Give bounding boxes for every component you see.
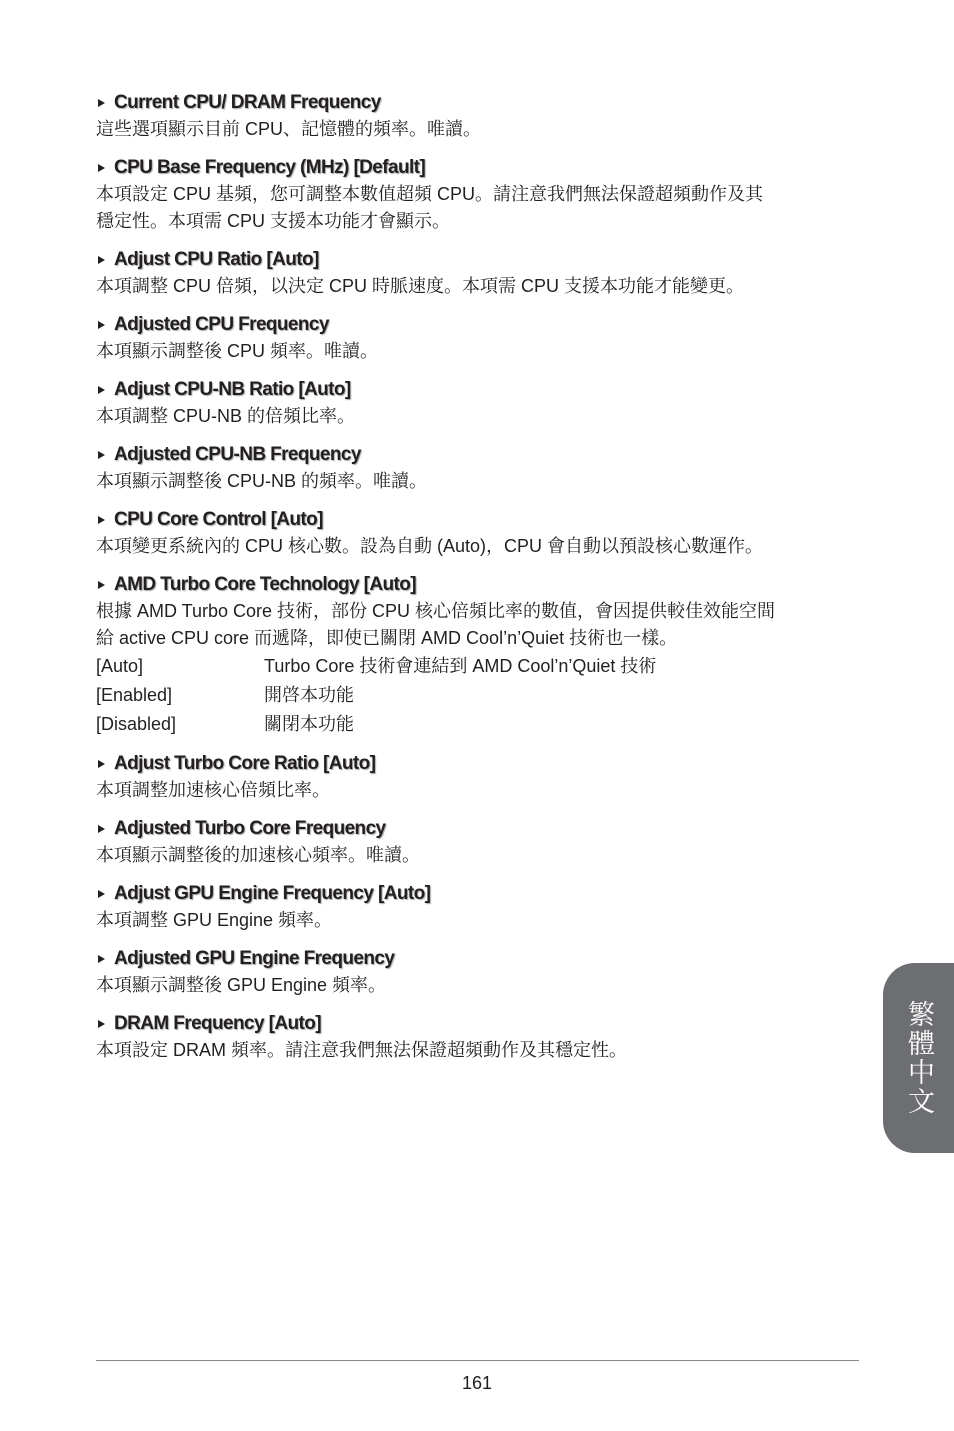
section-adjusted-cpu-frequency bbox=[96, 312, 866, 365]
section-description: 本項顯示調整後的加速核心頻率。唯讀。 bbox=[96, 845, 420, 865]
section-current-cpu-dram-frequency bbox=[96, 90, 866, 143]
section-description: 本項調整 CPU 倍頻，以決定 CPU 時脈速度。本項需 CPU 支援本功能才能變更。 bbox=[96, 276, 745, 296]
section-adjusted-turbo-core-frequency bbox=[96, 816, 866, 869]
section-heading: Adjust Turbo Core Ratio [Auto] bbox=[114, 753, 376, 774]
bullet-triangle-icon bbox=[98, 256, 105, 264]
section-adjust-gpu-engine-frequency bbox=[96, 881, 866, 934]
section-dram-frequency bbox=[96, 1011, 866, 1064]
language-tab-label: 繁體中文 bbox=[903, 1000, 934, 1116]
section-description: 本項顯示調整後 CPU 頻率。唯讀。 bbox=[96, 341, 379, 361]
bullet-triangle-icon bbox=[98, 386, 105, 394]
bullet-triangle-icon bbox=[98, 164, 105, 172]
option-row bbox=[96, 681, 866, 710]
section-description: 根據 AMD Turbo Core 技術，部份 CPU 核心倍頻比率的數值，會因提供較佳效能空間 bbox=[96, 601, 776, 621]
section-description: 本項調整加速核心倍頻比率。 bbox=[96, 780, 330, 800]
section-heading: Adjusted GPU Engine Frequency bbox=[114, 948, 395, 969]
option-row bbox=[96, 652, 866, 681]
section-description: 本項變更系統內的 CPU 核心數。設為自動 (Auto)，CPU 會自動以預設核心數運作。 bbox=[96, 536, 764, 556]
option-row bbox=[96, 710, 866, 739]
bullet-triangle-icon bbox=[98, 451, 105, 459]
section-adjust-cpu-ratio bbox=[96, 247, 866, 300]
bullet-triangle-icon bbox=[98, 99, 105, 107]
section-heading: CPU Core Control [Auto] bbox=[114, 509, 323, 530]
section-description: 穩定性。本項需 CPU 支援本功能才會顯示。 bbox=[96, 211, 451, 231]
section-heading: Current CPU/ DRAM Frequency bbox=[114, 92, 381, 113]
section-amd-turbo-core-technology bbox=[96, 572, 866, 739]
section-description: 本項調整 CPU-NB 的倍頻比率。 bbox=[96, 406, 356, 426]
option-key: [Auto] bbox=[96, 656, 144, 676]
section-adjust-cpu-nb-ratio bbox=[96, 377, 866, 430]
section-heading: Adjust GPU Engine Frequency [Auto] bbox=[114, 883, 431, 904]
section-cpu-core-control bbox=[96, 507, 866, 560]
section-description: 這些選項顯示目前 CPU、記憶體的頻率。唯讀。 bbox=[96, 119, 482, 139]
section-description: 本項設定 DRAM 頻率。請注意我們無法保證超頻動作及其穩定性。 bbox=[96, 1040, 627, 1060]
section-adjust-turbo-core-ratio bbox=[96, 751, 866, 804]
section-heading: Adjust CPU Ratio [Auto] bbox=[114, 249, 319, 270]
manual-content bbox=[96, 90, 866, 1076]
section-heading: Adjust CPU-NB Ratio [Auto] bbox=[114, 379, 351, 400]
section-description: 本項顯示調整後 CPU-NB 的頻率。唯讀。 bbox=[96, 471, 428, 491]
section-heading: Adjusted CPU-NB Frequency bbox=[114, 444, 361, 465]
page-number: 161 bbox=[461, 1373, 493, 1393]
section-adjusted-cpu-nb-frequency bbox=[96, 442, 866, 495]
section-heading: Adjusted Turbo Core Frequency bbox=[114, 818, 386, 839]
bullet-triangle-icon bbox=[98, 890, 105, 898]
option-key: [Disabled] bbox=[96, 714, 177, 734]
bullet-triangle-icon bbox=[98, 955, 105, 963]
bullet-triangle-icon bbox=[98, 321, 105, 329]
bullet-triangle-icon bbox=[98, 1020, 105, 1028]
option-value: 關閉本功能 bbox=[264, 714, 354, 734]
bullet-triangle-icon bbox=[98, 760, 105, 768]
section-adjusted-gpu-engine-frequency bbox=[96, 946, 866, 999]
option-value: 開啓本功能 bbox=[264, 685, 354, 705]
section-heading: AMD Turbo Core Technology [Auto] bbox=[114, 574, 417, 595]
bullet-triangle-icon bbox=[98, 581, 105, 589]
section-heading: DRAM Frequency [Auto] bbox=[114, 1013, 321, 1034]
section-heading: Adjusted CPU Frequency bbox=[114, 314, 329, 335]
section-cpu-base-frequency bbox=[96, 155, 866, 235]
option-key: [Enabled] bbox=[96, 685, 173, 705]
section-description: 給 active CPU core 而遞降，即使已關閉 AMD Cool’n’Quiet 技術也一樣。 bbox=[96, 628, 678, 648]
footer-divider bbox=[96, 1360, 859, 1361]
bullet-triangle-icon bbox=[98, 516, 105, 524]
section-heading: CPU Base Frequency (MHz) [Default] bbox=[114, 157, 426, 178]
section-description: 本項設定 CPU 基頻，您可調整本數值超頻 CPU。請注意我們無法保證超頻動作及其 bbox=[96, 184, 764, 204]
bullet-triangle-icon bbox=[98, 825, 105, 833]
option-value: Turbo Core 技術會連結到 AMD Cool’n’Quiet 技術 bbox=[264, 656, 657, 676]
section-description: 本項顯示調整後 GPU Engine 頻率。 bbox=[96, 975, 387, 995]
section-description: 本項調整 GPU Engine 頻率。 bbox=[96, 910, 333, 930]
language-tab bbox=[883, 963, 954, 1153]
